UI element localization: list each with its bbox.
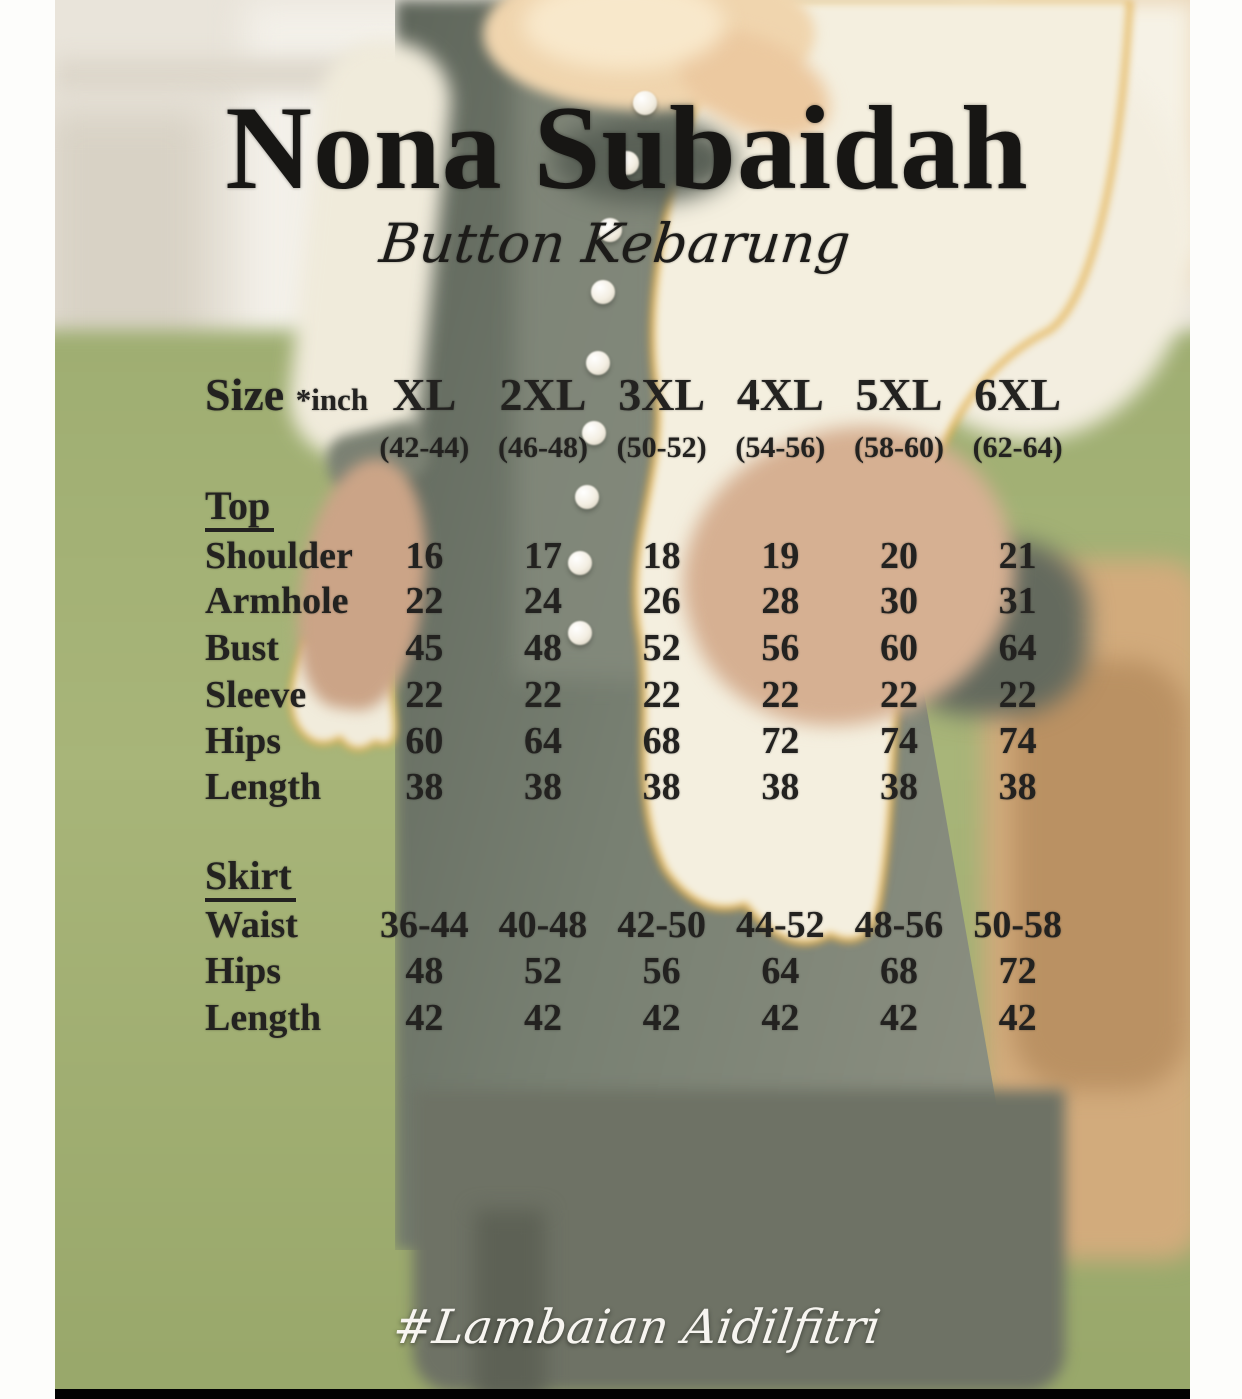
size-range: (58-60) <box>854 431 944 464</box>
measure-value: 26 <box>642 580 681 622</box>
measure-value: 42 <box>998 997 1037 1039</box>
size-header-row <box>205 369 1077 421</box>
measure-value: 64 <box>998 627 1037 669</box>
measure-value: 20 <box>879 535 918 577</box>
measure-row <box>205 578 1077 624</box>
measure-value: 48-56 <box>854 904 944 946</box>
measure-value: 68 <box>642 720 681 762</box>
size-range: (42-44) <box>379 431 470 464</box>
poster-title: Nona Subaidah <box>225 81 1029 214</box>
measure-label: Armhole <box>205 580 349 622</box>
size-range-spacer <box>205 425 365 471</box>
size-range: (46-48) <box>498 431 588 464</box>
measure-value: 68 <box>879 950 918 992</box>
measure-value: 52 <box>523 950 562 992</box>
measure-value: 56 <box>642 950 681 992</box>
measure-value: 38 <box>761 766 800 808</box>
measure-label: Length <box>205 997 322 1039</box>
section-header: Top <box>205 484 274 532</box>
measure-value: 42 <box>523 997 562 1039</box>
measure-value: 22 <box>405 580 444 622</box>
measure-value: 40-48 <box>498 904 588 946</box>
measure-value: 45 <box>405 627 444 669</box>
measure-value: 38 <box>998 766 1037 808</box>
measure-row <box>205 533 1077 579</box>
size-label: 3XL <box>618 369 706 420</box>
measure-value: 42 <box>879 997 918 1039</box>
measure-value: 42 <box>761 997 800 1039</box>
measure-row <box>205 948 1077 994</box>
measure-label: Length <box>205 766 322 808</box>
hashtag-caption: #Lambaian Aidilfitri <box>389 1300 885 1355</box>
measure-value: 72 <box>761 720 800 762</box>
measure-value: 38 <box>523 766 562 808</box>
measure-value: 48 <box>405 950 444 992</box>
measure-value: 38 <box>879 766 918 808</box>
measure-value: 31 <box>998 580 1037 622</box>
measure-value: 22 <box>405 674 444 716</box>
measure-value: 22 <box>998 674 1037 716</box>
measure-value: 48 <box>523 627 562 669</box>
size-range: (54-56) <box>735 431 826 464</box>
measure-value: 22 <box>879 674 918 716</box>
measure-value: 22 <box>761 674 800 716</box>
measure-row <box>205 902 1077 948</box>
measure-value: 22 <box>523 674 562 716</box>
size-range: (50-52) <box>616 431 707 464</box>
measure-value: 16 <box>405 535 444 577</box>
size-label: XL <box>392 369 457 420</box>
measure-value: 74 <box>879 720 918 762</box>
poster-subtitle: Button Kebarung <box>376 212 854 275</box>
measure-value: 60 <box>879 627 918 669</box>
measure-value: 19 <box>761 535 800 577</box>
measure-value: 64 <box>523 720 562 762</box>
measure-value: 60 <box>405 720 444 762</box>
measure-value: 64 <box>761 950 800 992</box>
size-header-label <box>205 369 369 426</box>
size-label: 5XL <box>855 369 943 420</box>
size-label: 4XL <box>736 369 824 420</box>
measure-row <box>205 995 1077 1041</box>
measure-label: Sleeve <box>205 674 307 716</box>
inch-unit: *inch <box>295 382 369 417</box>
size-label: 2XL <box>499 369 587 420</box>
measure-row <box>205 672 1077 718</box>
measure-label: Hips <box>205 720 282 762</box>
measure-value: 22 <box>642 674 681 716</box>
measure-value: 52 <box>642 627 681 669</box>
measure-row <box>205 625 1077 671</box>
measure-value: 50-58 <box>973 904 1062 946</box>
measure-label: Hips <box>205 950 282 992</box>
section-header: Skirt <box>205 854 296 902</box>
measure-value: 42-50 <box>617 904 706 946</box>
measure-label: Shoulder <box>205 535 353 577</box>
measure-value: 18 <box>642 535 681 577</box>
measure-row <box>205 718 1077 764</box>
measure-value: 44-52 <box>735 904 825 946</box>
measure-value: 17 <box>523 535 562 577</box>
measure-value: 42 <box>642 997 681 1039</box>
measure-value: 72 <box>998 950 1037 992</box>
measure-value: 30 <box>879 580 918 622</box>
measure-value: 74 <box>998 720 1037 762</box>
measure-value: 38 <box>405 766 444 808</box>
size-label: 6XL <box>974 369 1062 420</box>
size-range: (62-64) <box>972 431 1063 464</box>
measure-value: 38 <box>642 766 681 808</box>
measure-value: 56 <box>761 627 800 669</box>
measure-row <box>205 764 1077 810</box>
measure-value: 24 <box>523 580 562 622</box>
size-range-row <box>205 425 1077 471</box>
measure-value: 42 <box>405 997 444 1039</box>
measure-label: Bust <box>205 627 279 669</box>
measure-value: 21 <box>998 535 1037 577</box>
measure-label: Waist <box>205 904 298 946</box>
size-word: Size <box>205 369 285 420</box>
measure-value: 36-44 <box>380 904 469 946</box>
measure-value: 28 <box>761 580 800 622</box>
